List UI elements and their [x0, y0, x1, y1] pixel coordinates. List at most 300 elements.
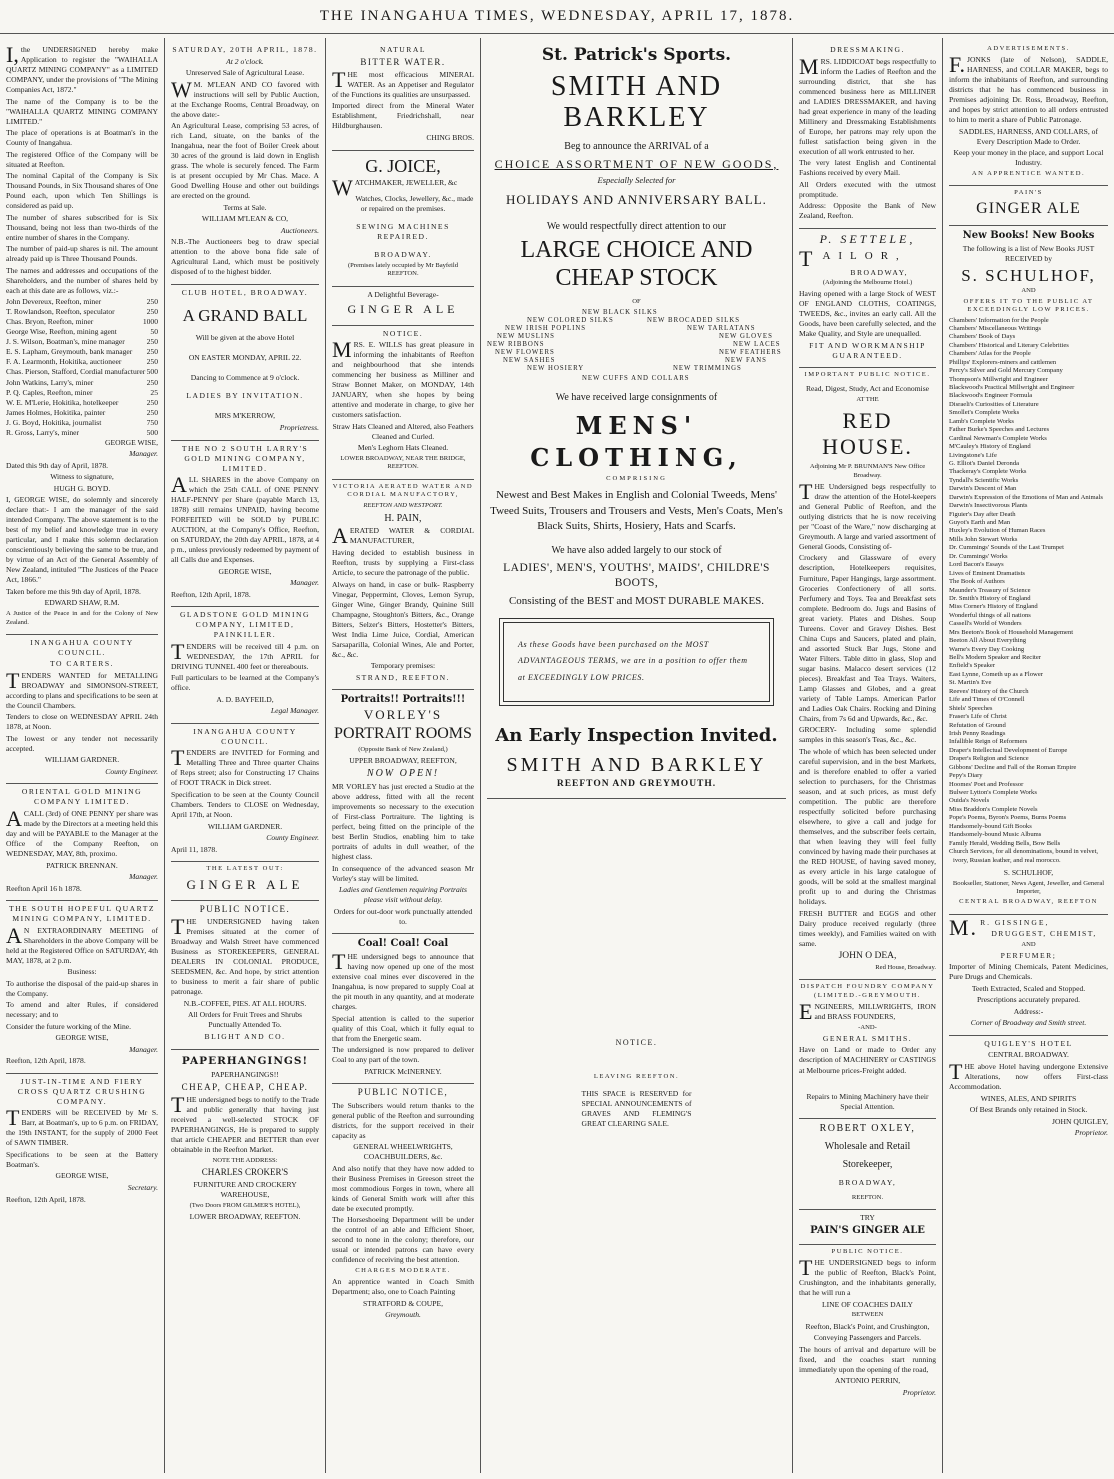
- ad-date: Reefton April 16 h 1878.: [6, 883, 82, 893]
- clearing-notice: [481, 1038, 792, 1129]
- ad-heading: An Early Inspection Invited.: [495, 724, 778, 746]
- column-3: [326, 38, 481, 1473]
- ad-text: NOTE THE ADDRESS:: [212, 1156, 278, 1164]
- ad-text: Read, Digest, Study, Act and Economise: [805, 384, 930, 394]
- list-item: Thackeray's Complete Works: [949, 468, 1027, 476]
- signature: PATRICK BRENNAN.: [46, 860, 118, 870]
- ad-text: REEFTON AND GREYMOUTH.: [556, 779, 717, 790]
- ad-heading: New Books! New Books: [962, 230, 1095, 242]
- ad-heading: VICTORIA AERATED WATER AND CORDIAL MANUFACTORY,: [332, 482, 474, 499]
- ad-subheading: NOW OPEN!: [366, 768, 440, 780]
- ad-text: (Two Doors FROM GILMER'S HOTEL),: [189, 1201, 301, 1209]
- ad-text: Tenders to close on WEDNESDAY APRIL 24th 1878, at Noon.: [6, 712, 158, 732]
- ad-text: GENERAL SMITHS.: [822, 1033, 913, 1043]
- ad-heading: H. PAIN,: [384, 512, 422, 524]
- list-item: NEW MUSLINS: [497, 332, 555, 340]
- signature-title: Proprietor.: [1074, 1128, 1108, 1138]
- ad-heading: SATURDAY, 20TH APRIL, 1878.: [172, 45, 318, 54]
- list-item: Dr. Cummings' Sounds of the Last Trumpet: [949, 544, 1064, 552]
- list-item: Bulwer Lytton's Complete Works: [949, 789, 1037, 797]
- notice-text: Taken before me this 9th day of April, 1878.: [6, 586, 141, 596]
- ad-text: Consisting of the BEST and MOST DURABLE MAKES.: [508, 595, 765, 608]
- ad-text: Repairs to Mining Machinery have their Special Attention.: [806, 1091, 929, 1111]
- ad-text: Crockery and Glassware of every description, Hotelkeepers requisites, Furniture, Paper Hangings, large assortment. Groceries Confectionery of all sorts. Perfumery and Toys. Tea and Breakfast sets complete. Bedroom do. Jugs and Basins of great variety. Plates and Dishes. Soup Tureens. Cover and Gravey Dishes. Best China Cups and Saucers, plated and plain, and assorted Stuck Bar Jugs, Stone and Water Filters. Table ditto in glass, Slop and sugar basins. Malacco desert services (12 pieces). Breakfast and Tea Trays. Waiters, Lamp Glasses and Globes, and a great variety of Table Lamps. American Parlor and Ladies Oak Chairs. Rocking and Dining Chairs, from 7s 6d and Upwards, &c., &c.: [799, 553, 936, 723]
- joice-ad: [332, 151, 474, 287]
- grand-ball-ad: [171, 285, 319, 441]
- column-2: [165, 38, 326, 1473]
- ad-text: Consider the future working of the Mine.: [6, 1021, 132, 1031]
- ad-heading: S. SCHULHOF,: [961, 265, 1096, 285]
- list-item: Father Burke's Speeches and Lectures: [949, 426, 1050, 434]
- notice-text: The names and addresses and occupations of the Shareholders, and the number of shares held by each at this date are as follows, viz.:-: [6, 265, 158, 295]
- notice-text: Witness to signature,: [50, 472, 114, 482]
- ad-text: The whole of which has been selected under careful supervision, and in the best Markets, and is therefore enabled to offer a varied selection to purchasers, for the Christmas season, and at such prices, as must defy competition. The public are therefore respectfully solicited before purchasing elsewhere, to give a call and judge for themselves, and the subscriber feels certain, that when leaving they will feel fully convinced by having made their purchases at the RED HOUSE, of having saved money, as every article in his large catalogue of goods, will be sold at the smallest marginal profit up to and during the Christmas holidays.: [799, 746, 936, 906]
- ad-text: Having decided to establish business in Reefton, trusts by supplying a First-class Article, to secure the patronage of the public.: [332, 547, 474, 577]
- list-item: NEW FLOWERS: [495, 348, 555, 356]
- ad-text: Teeth Extracted, Scaled and Stopped.: [971, 983, 1086, 993]
- list-item: Blackwood's Practical Millwright and Engineer: [949, 384, 1075, 392]
- list-item: Bell's Modern Speaker and Reciter: [949, 654, 1042, 662]
- ad-text: The hours of arrival and departure will be fixed, and the coaches start running immediately upon the opening of the road,: [799, 1344, 936, 1374]
- list-item: NEW FANS: [725, 356, 767, 364]
- ad-heading: GINGER ALE: [347, 301, 459, 316]
- list-item: Maunder's Treasury of Science: [949, 586, 1031, 594]
- ad-text: Watches, Clocks, Jewellery, &c., made or repaired on the premises.: [355, 194, 474, 214]
- ad-text: LOWER BROADWAY, REEFTON.: [189, 1212, 301, 1222]
- column-6: [943, 38, 1114, 1473]
- masthead: THE INANGAHUA TIMES, WEDNESDAY, APRIL 17, 1878.: [0, 0, 1114, 34]
- ad-heading: DRESSMAKING.: [830, 45, 905, 54]
- list-item: NEW TARLATANS: [687, 324, 756, 332]
- ad-subheading: Storekeeper,: [842, 1159, 893, 1171]
- list-item: Chambers' Atlas for the People: [949, 350, 1031, 358]
- ad-text: Imported direct from the Mineral Water Establishment, Friedrichshall, near Hildburghausen.: [332, 101, 474, 131]
- south-larrys-ad: [171, 441, 319, 608]
- ad-heading: MENS' CLOTHING,: [530, 411, 743, 472]
- ad-heading: IMPORTANT PUBLIC NOTICE.: [804, 371, 931, 379]
- list-item: Figuier's Day after Death: [949, 510, 1016, 518]
- pains-ginger-ad-2: [949, 186, 1108, 226]
- list-item: Refutation of Ground: [949, 721, 1006, 729]
- ad-text: An Agricultural Lease, comprising 53 acres, of rich Land, situate, on the banks of the Inangahua, near the foot of Boiler Creek about 30 acres of the ground is laid down in English grass. The whole is securely fenced. The Farm is at present occupied by Mr Chas. Mace. A Good Dwelling House and other out buildings are erected on the ground.: [171, 121, 319, 201]
- ad-heading: G. JOICE,: [365, 155, 441, 176]
- signature-title: Secretary.: [127, 1183, 158, 1192]
- list-item: East Lynne, Cometh up as a Flower: [949, 670, 1043, 678]
- ad-heading: ORIENTAL GOLD MINING COMPANY LIMITED.: [21, 787, 143, 807]
- ad-text: FIT AND WORKMANSHIP GUARANTEED.: [809, 340, 926, 360]
- ad-text: Especially Selected for: [597, 175, 676, 186]
- ad-text: Temporary premises:: [370, 661, 436, 671]
- ad-text: BETWEEN: [851, 1311, 884, 1319]
- list-item: Dr. Smith's History of England: [949, 594, 1031, 602]
- ad-subheading: Unreserved Sale of Agricultural Lease.: [185, 68, 305, 78]
- ad-date: Reefton, 12th April, 1878.: [171, 589, 251, 599]
- list-item: NEW COLORED SILKS: [527, 316, 614, 324]
- ad-subheading: PAPERHANGINGS!!: [211, 1070, 279, 1080]
- saddler-ad: [949, 42, 1108, 186]
- ad-heading: M.R. GISSINGE,: [949, 914, 1050, 940]
- list-item: Dr. Cummings' Works: [949, 552, 1008, 560]
- signature-title: County Engineer.: [105, 766, 158, 776]
- signature: GEORGE WISE,: [218, 566, 272, 576]
- ad-text: The Subscribers would return thanks to the general public of the Reefton and surrounding districts, for the support received in their capacity as: [332, 1100, 474, 1140]
- list-item: Wonderful things of all nations: [949, 611, 1031, 619]
- ad-subheading: OFFERS IT TO THE PUBLIC AT EXCEEDINGLY LOW PRICES.: [963, 297, 1094, 314]
- list-item: F. A. Learmonth, Hokitika, auctioneer 250: [6, 357, 158, 367]
- ad-text: To authorise the disposal of the paid-up shares in the Company.: [6, 978, 158, 998]
- list-item: NEW TRIMMINGS: [673, 364, 742, 372]
- signature: PATRICK McINERNEY.: [364, 1066, 442, 1076]
- list-item: Darwin's Descent of Man: [949, 485, 1017, 493]
- ad-text: LOWER BROADWAY, NEAR THE BRIDGE, REEFTON.: [340, 454, 466, 471]
- dispatch-foundry-ad: [799, 980, 936, 1119]
- list-item: Livingstone's Life: [949, 451, 997, 459]
- signature: EDWARD SHAW, R.M.: [44, 598, 120, 608]
- ad-text: UPPER BROADWAY, REEFTON,: [349, 755, 457, 765]
- list-item: NEW RIBBONS: [487, 340, 545, 348]
- ad-text: THE Undersigned begs respectfully to draw the attention of the Hotel-keepers and General Public of Reefton, and the outlying districts that he is now receiving per "Coast of the Ware," now discharging at Greymouth. A large and varied assortment of General Goods, Consisting of-: [799, 478, 936, 551]
- list-item: Cardinal Newman's Complete Works: [949, 434, 1047, 442]
- ad-heading: GINGER ALE: [186, 876, 304, 892]
- list-item: Infallible Reign of Reformers: [949, 738, 1028, 746]
- ad-text: N.B.-The Auctioneers beg to draw special attention to the above bona fide sale of Agricultural Land, which must be positively disposed of to the highest bidder.: [171, 237, 319, 277]
- ad-text: THE UNDERSIGNED begs to inform the public of Reefton, Black's Point, Crushington, and the inhabitants generally, that he will run a: [799, 1255, 936, 1298]
- oriental-mining-ad: [6, 784, 158, 901]
- ad-text: To amend and alter Rules, if considered necessary; and to: [6, 1000, 158, 1020]
- vorley-portraits-ad: [332, 690, 474, 934]
- ball-title: A GRAND BALL: [182, 305, 308, 325]
- ad-heading: BITTER WATER.: [360, 56, 446, 67]
- list-item: Fraser's Life of Christ: [949, 713, 1007, 721]
- ad-subheading: LEAVING REEFTON.: [593, 1072, 680, 1080]
- column-4: [481, 38, 793, 1473]
- list-item: NEW GLOVES: [719, 332, 773, 340]
- signature-title: Manager.: [129, 1044, 158, 1054]
- list-item: The Book of Authors: [949, 578, 1005, 586]
- ad-text: ALL SHARES in the above Company on which the 25th CALL of ONE PENNY HALF-PENNY per Share (payable March 13, 1878) still remains UNPAID, having become FORFEITED will be SOLD by PUBLIC AUCTION, at the Company's Office, Reefton, on SATURDAY, the 20th day APRIL, 1878, at 4 p m., unless previously redeemed by payment of all Calls due and Expenses.: [171, 472, 319, 565]
- bitter-water-ad: [332, 42, 474, 151]
- ad-text: REEFTON.: [851, 1193, 884, 1201]
- ad-text: CHARLES CROKER'S: [201, 1167, 289, 1178]
- signature-title: Proprietress.: [279, 422, 319, 432]
- ad-subheading: CENTRAL BROADWAY.: [988, 1050, 1069, 1060]
- ad-text: COMPRISING: [606, 475, 667, 483]
- list-item: Gibbons' Decline and Fall of the Roman Empire: [949, 763, 1077, 771]
- signature: WILLIAM GARDNER.: [207, 821, 283, 831]
- ad-text: The very latest English and Continental Fashions received by every Mail.: [799, 158, 936, 178]
- list-item: Darwin's Expression of the Emotions of Man and Animals: [949, 493, 1103, 501]
- signature-title: County Engineer.: [266, 833, 319, 843]
- chemist-ad: [949, 915, 1108, 1036]
- ad-text: Dancing to Commence at 9 o'clock.: [190, 373, 300, 383]
- ad-text: F.JONKS (late of Nelson), SADDLE, HARNESS, and COLLAR MAKER, begs to inform the inhabitants of Reefton, and surrounding districts that he has commenced business in Premises adjoining Dr. Ross, Broadway, Reefton, and hopes by strict attention to all orders entrusted to him to merit a share of Public Patronage.: [949, 52, 1108, 125]
- ad-subheading: AERATED WATER & CORDIAL MANUFACTURER,: [332, 523, 474, 549]
- ad-text: The Horseshoeing Department will be under the control of an able and Efficient Shoer, second to none in the colony; therefore, our usual or intended patrons can have every confidence of receiving the best attention.: [332, 1215, 474, 1265]
- ad-heading: PAPERHANGINGS!: [181, 1054, 309, 1067]
- ad-text: Prescriptions accurately prepared.: [976, 995, 1081, 1005]
- list-item: NEW FEATHERS: [719, 348, 782, 356]
- list-item: Disraeli's Curiosities of Literature: [949, 400, 1039, 408]
- ad-text: Reefton, Black's Point, and Crushington,: [805, 1321, 930, 1331]
- ad-heading: PAIN'S GINGER ALE: [810, 1225, 925, 1237]
- ad-text: THE undersigned begs to announce that having now opened up one of the most extensive coal mines ever discovered in the Inangahua, is now prepared to supply Coal at the pit mouth in any quantity, and at moderate charges.: [332, 948, 474, 1012]
- signature-title: Auctioneers.: [280, 225, 319, 235]
- ad-text: ENGINEERS, MILLWRIGHTS, IRON and BRASS FOUNDERS,: [799, 999, 936, 1025]
- ad-text: The undersigned is now prepared to deliver Coal to any part of the town.: [332, 1045, 474, 1065]
- ad-heading: RED HOUSE.: [822, 408, 913, 459]
- list-item: NEW HOSIERY: [527, 364, 585, 372]
- ad-text: CENTRAL BROADWAY, REEFTON: [959, 898, 1098, 906]
- ad-text: WM. M'LEAN AND CO favored with instructions will sell by Public Auction, at the Exchange Rooms, Central Broadway, on the above date:-: [171, 76, 319, 119]
- ad-subheading: GENERAL WHEELWRIGHTS, COACHBUILDERS, &c.: [353, 1142, 453, 1162]
- list-item: J. S. Wilson, Boatman's, mine manager 250: [6, 337, 158, 347]
- ad-text: TENDERS will be received till 4 p.m. on WEDNESDAY, the 17th APRIL for DRIVING TUNNEL 400 feet or thereabouts.: [171, 638, 319, 671]
- ad-text: TRY: [860, 1212, 875, 1222]
- ad-text: ON EASTER MONDAY, APRIL 22.: [188, 353, 302, 363]
- ad-text: GROCERY- Including some splendid samples in this season's Teas, &c., &c.: [799, 725, 936, 745]
- notice-text: The nominal Capital of the Company is Six Thousand Pounds, in Six Thousand shares of One Pound each, upon which Ten Shillings is considered as paid up.: [6, 171, 158, 211]
- notice-text: The registered Office of the Company will be situated at Reefton.: [6, 149, 158, 169]
- ad-subheading: A Delightful Beverage-: [367, 289, 439, 299]
- ad-text: TENDERS will be RECEIVED by Mr S. Barr, at Boatman's, up to 6 p.m. on FRIDAY, the 19th INSTANT, for the supply of 2000 Feet of SAWN TIMBER.: [6, 1105, 158, 1148]
- list-item: Smollet's Complete Works: [949, 409, 1020, 417]
- ad-text: FRESH BUTTER and EGGS and other Dairy produce received regularly (three times weekly), and Families waited on with same.: [799, 908, 936, 948]
- gladstone-ad: [171, 607, 319, 724]
- list-item: Warne's Every Day Cooking: [949, 645, 1025, 653]
- ad-text: (Opposite Bank of New Zealand,): [358, 745, 448, 753]
- ad-text: -AND-: [858, 1023, 877, 1031]
- list-item: NEW BROCADED SILKS: [647, 316, 741, 324]
- list-item: Chambers' Historical and Literary Celebrities: [949, 341, 1069, 349]
- ad-text: All Orders for Fruit Trees and Shrubs Punctually Attended To.: [188, 1010, 302, 1030]
- paperhangings-ad: [171, 1050, 319, 1229]
- ad-heading: NATURAL: [380, 45, 426, 54]
- list-item: R. Gross, Larry's, miner 500: [6, 427, 158, 437]
- ad-heading: Coal! Coal! Coal: [357, 938, 449, 950]
- ad-text: Terms at Sale.: [223, 202, 267, 212]
- ad-text: MRS. E. WILLS has great pleasure in informing the inhabitants of Reefton and neighbourhood that she intends commencing her business as Milliner and Straw Bonnet Maker, on MONDAY, 14th JANUARY, when she hopes by being attentive and moderate in charge, to give her customers satisfaction.: [332, 337, 474, 420]
- blight-notice: [171, 901, 319, 1050]
- ad-heading: INANGAHUA COUNTY COUNCIL.: [30, 637, 134, 657]
- list-item: Church Services, for all denominations, bound in velvet, ivory, Russian leather, and real morocco.: [949, 848, 1099, 864]
- county-council-ad: [6, 635, 158, 785]
- ad-text: Full particulars to be learned at the Company's office.: [171, 673, 319, 693]
- ad-heading: THE SOUTH HOPEFUL QUARTZ MINING COMPANY, LIMITED.: [8, 904, 155, 924]
- red-house-ad: [799, 368, 936, 980]
- firm-name: SMITH AND BARKLEY: [550, 71, 723, 134]
- signature-title: Bookseller, Stationer, News Agent, Jeweller, and General Importer,: [952, 879, 1105, 896]
- ad-text: Importer of Mining Chemicals, Patent Medicines, Pure Drugs and Chemicals.: [949, 962, 1108, 982]
- ad-text: Of Best Brands only retained in Stock.: [969, 1105, 1088, 1115]
- list-item: Percy's Silver and Gold Mercury Company: [949, 367, 1063, 375]
- ad-text: Special attention is called to the superior quality of this Coal, which it fully equal to that from the Energetic seam.: [332, 1013, 474, 1043]
- ad-text: And also notify that they have now added to their Business Premises in Greeson street the most commodious Forges in town, where all kinds of General Smith work will after this date be executed promptly.: [332, 1163, 474, 1213]
- signature: WILLIAM M'LEAN & CO,: [201, 214, 289, 224]
- ad-text: TENDERS WANTED for METALLING BROADWAY and SIMONSON-STREET, according to plans and specifications to be seen at the Council Chambers.: [6, 667, 158, 710]
- ad-text: We have also added largely to our stock of: [551, 545, 722, 557]
- list-item: James Holmes, Hokitika, painter 250: [6, 407, 158, 417]
- ad-text: AND: [1021, 940, 1036, 948]
- list-item: Lamb's Complete Works: [949, 417, 1014, 425]
- ad-subheading: HOLIDAYS AND ANNIVERSARY BALL.: [506, 191, 767, 207]
- ad-text: STRAND, REEFTON.: [355, 672, 451, 682]
- ad-subheading: PERFUMER;: [1000, 950, 1057, 960]
- ad-text: Specification to be seen at the County Council Chambers. Tenders to CLOSE on Wednesday, April 17th, at Noon.: [171, 789, 319, 820]
- ad-date: April 11, 1878.: [171, 844, 218, 854]
- ad-text: ACALL (3rd) of ONE PENNY per share was made by the Directors at a meeting held this day and will be PAYABLE to the Manager at the Office of the Company Reefton, on WEDNESDAY, MAY, 8th, proximo.: [6, 805, 159, 859]
- ad-text: OF: [632, 298, 641, 306]
- ad-heading: QUIGLEY'S HOTEL: [984, 1038, 1073, 1048]
- signature-title: Greymouth.: [385, 1310, 421, 1320]
- ad-heading: St. Patrick's Sports.: [541, 45, 732, 65]
- ad-heading: DISPATCH FOUNDRY COMPANY (LIMITED.-GREYMOUTH.: [800, 983, 935, 1000]
- ad-heading: GINGER ALE: [976, 199, 1081, 217]
- list-item: Phillips' Explorers-miners and cattlemen: [949, 358, 1057, 366]
- list-item: NEW LACES: [733, 340, 781, 348]
- pain-cordial-ad: [332, 480, 474, 691]
- ad-text: Will be given at the above Hotel: [195, 333, 295, 343]
- ad-text: Corner of Broadway and Smith street.: [970, 1018, 1087, 1028]
- signature: GEORGE WISE,: [104, 437, 158, 447]
- ad-text: THE most efficacious MINERAL WATER. As an Appetiser and Regulator of the Functions its qualities are unsurpassed.: [332, 66, 474, 99]
- ad-subheading: SADDLES, HARNESS, AND COLLARS, of Every Description Made to Order.: [958, 126, 1099, 146]
- ad-text: Address: Opposite the Bank of New Zealand, Reefton.: [799, 201, 936, 221]
- list-item: Beeton All About Everything: [949, 637, 1027, 645]
- ad-heading: PUBLIC NOTICE.: [199, 903, 291, 914]
- ad-heading: P. SETTELE,: [819, 231, 916, 246]
- list-item: Chas. Pierson, Stafford, Cordial manufacturer 500: [6, 367, 158, 377]
- list-item: Family Herald, Wedding Bells, Bow Bells: [949, 839, 1061, 847]
- ad-text: Specifications to be seen at the Battery Boatman's.: [6, 1149, 158, 1169]
- firm-name: SMITH AND BARKLEY: [506, 753, 767, 776]
- signature: WILLIAM GARDNER.: [44, 755, 120, 765]
- ad-subheading: DRUGGEST, CHEMIST,: [991, 929, 1097, 939]
- list-item: Blackwood's Engineer Formula: [949, 392, 1033, 400]
- pains-ginger-ad: [799, 1210, 936, 1245]
- ad-heading: CLUB HOTEL, BROADWAY.: [181, 287, 309, 297]
- signature-title: Red House, Broadway.: [875, 964, 936, 972]
- list-item: Mills John Stewart Works: [949, 535, 1018, 543]
- goods-list: [487, 308, 786, 382]
- signature-title: Manager.: [129, 872, 158, 882]
- price-box: [499, 618, 774, 706]
- signature: GEORGE WISE,: [55, 1033, 109, 1043]
- list-item: Chambers' Information for the People: [949, 316, 1049, 324]
- signature-title: A Justice of the Peace in and for the Colony of New Zealand.: [6, 609, 158, 626]
- column-5: [793, 38, 943, 1473]
- ad-subheading: Business:: [67, 967, 97, 977]
- list-item: Chambers' Book of Days: [949, 333, 1016, 341]
- list-item: Hoomes' Poet and Professor: [949, 780, 1024, 788]
- list-item: J. G. Boyd, Hokitika, journalist 750: [6, 417, 158, 427]
- ad-text: AN EXTRAORDINARY MEETING of Shareholders in the above Company will be held at the Registered Office on SATURDAY, 4th MAY, 1878, at 2 p.m.: [6, 922, 158, 965]
- ad-text: Address:-: [1013, 1006, 1044, 1016]
- ad-heading: JUST-IN-TIME AND FIERY CROSS QUARTZ CRUSHING COMPANY.: [17, 1076, 147, 1106]
- ginger-ale-ad: [171, 862, 319, 901]
- list-item: George Wise, Reefton, mining agent 50: [6, 327, 158, 337]
- ad-subheading: CHEAP, CHEAP, CHEAP.: [181, 1081, 309, 1092]
- ad-heading: THE NO 2 SOUTH LARRY'S GOLD MINING COMPANY, LIMITED.: [181, 443, 309, 473]
- ad-text: BROADWAY,: [838, 1177, 897, 1187]
- list-item: Handsomely-bound Gift Books: [949, 822, 1032, 830]
- notice-text: The number of shares subscribed for is Six Thousand, being not less than two-thirds of the entire number of shares in the Company.: [6, 212, 158, 242]
- ad-text: FURNITURE AND CROCKERY WAREHOUSE,: [193, 1180, 297, 1200]
- ad-text: Men's Leghorn Hats Cleaned.: [357, 443, 449, 453]
- column-1: [0, 38, 165, 1473]
- ad-text: The following is a list of New Books JUST RECEIVED by: [962, 243, 1095, 263]
- book-list: [949, 317, 1108, 865]
- signature: JOHN QUIGLEY,: [1052, 1116, 1108, 1126]
- ad-subheading: WINES, ALES, AND SPIRITS: [980, 1093, 1077, 1103]
- signature: JOHN O DEA,: [838, 951, 897, 962]
- signature: CHING BROS.: [426, 132, 474, 142]
- ad-date: Reefton, 12th April, 1878.: [6, 1194, 86, 1204]
- ad-subheading: THE LATEST OUT:: [206, 865, 284, 873]
- ad-text: Straw Hats Cleaned and Altered, also Feathers Cleaned and Curled.: [332, 421, 474, 441]
- list-item: G. Elliot's Daniel Deronda: [949, 459, 1020, 467]
- ad-text: BROADWAY.: [374, 250, 432, 260]
- ad-subheading: WATCHMAKER, JEWELLER, &c: [332, 175, 458, 201]
- ad-text: Ladies and Gentlemen requiring Portraits please visit without delay.: [339, 885, 467, 905]
- ad-text: CHARGES MODERATE.: [355, 1266, 451, 1274]
- dressmaking-ad: [799, 42, 936, 229]
- oxley-ad: [799, 1119, 936, 1210]
- quigley-hotel-ad: [949, 1036, 1108, 1145]
- notice-text: The number of paid-up shares is nil. The amount already paid up is Three Thousand Pounds.: [6, 244, 158, 264]
- ad-text: Always on hand, in case or bulk- Raspberry Vinegar, Peppermint, Cloves, Lemon Syrup, Ginger Wine, Ginger Brandy, Quinine Still Champagne, Stoughton's Bitters, &c., Orange Bitters, Selzer's Bitters, Hostetter's Bitters, West India Lime Juice, Cordial, American Sarsaparilla, Colonial Wines, Ale and Porter, &c., &c.: [332, 579, 474, 659]
- list-item: NEW CUFFS AND COLLARS: [582, 374, 690, 382]
- ad-heading: INANGAHUA COUNTY COUNCIL.: [193, 726, 297, 746]
- list-item: St. Martin's Eve: [949, 679, 992, 687]
- notice-text: The place of operations is at Boatman's in the County of Inangahua.: [6, 128, 158, 148]
- coal-ad: [332, 934, 474, 1084]
- list-item: Huxley's Evolution of Human Races: [949, 527, 1046, 535]
- list-item: P. Q. Caples, Reefton, miner 25: [6, 387, 158, 397]
- ad-heading: Portraits!! Portraits!!!: [340, 694, 466, 706]
- list-item: Pope's Poems, Byron's Poems, Burns Poems: [949, 814, 1067, 822]
- list-item: John Watkins, Larry's, miner 250: [6, 377, 158, 387]
- ginger-ale-ad-2: [332, 287, 474, 326]
- list-item: Thompson's Millwright and Engineer: [949, 375, 1048, 383]
- ad-heading: PUBLIC NOTICE,: [357, 1087, 449, 1098]
- notice-text: I,the UNDERSIGNED hereby make Application to register the "WAIHALLA QUARTZ MINING COMPANY" as a LIMITED COMPANY, under the provisions of "The Mining Companies Act, 1872.": [6, 42, 158, 95]
- ad-text: THE above Hotel having undergone Extensive Alterations, now offers First-class Accommodation.: [949, 1058, 1108, 1092]
- auction-ad: [171, 42, 319, 285]
- ad-subheading: CHOICE ASSORTMENT OF NEW GOODS,: [494, 156, 779, 171]
- south-hopeful-ad: [6, 901, 158, 1074]
- settele-tailor-ad: [799, 229, 936, 369]
- ad-text: THIS SPACE is RESERVED for SPECIAL ANNOUNCEMENTS of GRAVES AND FLEMING'S GREAT CLEARING SALE.: [581, 1089, 692, 1129]
- signature: BLIGHT AND CO.: [204, 1031, 286, 1041]
- wheelwrights-notice: [332, 1084, 474, 1326]
- ad-heading: NOTICE.: [615, 1038, 658, 1047]
- shareholder-list: [6, 297, 158, 437]
- list-item: E. S. Lapham, Greymouth, bank manager 250: [6, 347, 158, 357]
- ad-text: The lowest or any tender not necessarily accepted.: [6, 733, 158, 753]
- list-item: Shiels' Speeches: [949, 704, 993, 712]
- ad-text: Beg to announce the ARRIVAL of a: [564, 141, 709, 153]
- list-item: Cassell's World of Wonders: [949, 620, 1022, 628]
- ad-heading: ROBERT OXLEY,: [819, 1123, 916, 1135]
- ad-text: AN APPRENTICE WANTED.: [971, 169, 1086, 177]
- signature-title: Proprietor.: [902, 1387, 936, 1397]
- ad-heading: VORLEY'S: [363, 707, 443, 723]
- ad-heading: PORTRAIT ROOMS: [334, 725, 472, 743]
- ad-text: In consequence of the advanced season Mr Vorley's stay will be limited.: [332, 863, 474, 883]
- signature: HUGH G. BOYD.: [53, 483, 111, 493]
- notice-text: Dated this 9th day of April, 1878.: [6, 460, 109, 470]
- signature-title: Manager.: [129, 449, 158, 459]
